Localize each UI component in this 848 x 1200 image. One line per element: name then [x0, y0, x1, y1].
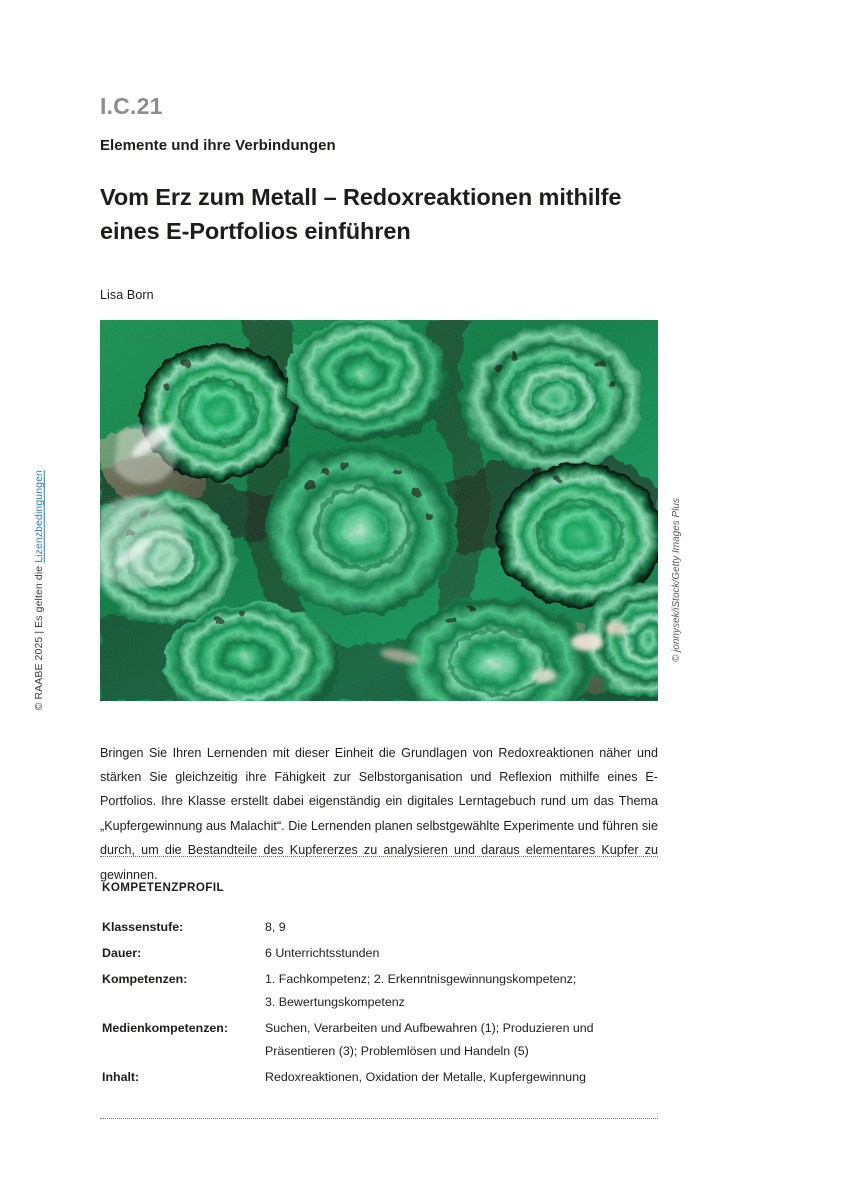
- page-title: Vom Erz zum Metall – Redoxreaktionen mithilfe eines E-Portfolios einführen: [100, 184, 622, 244]
- license-link[interactable]: Lizenzbedingungen: [32, 470, 45, 563]
- profile-row: [100, 942, 658, 968]
- profile-row-label: Kompetenzen:: [102, 971, 188, 986]
- intro-paragraph: Bringen Sie Ihren Lernenden mit dieser Einheit die Grundlagen von Redoxreaktionen näher und stärken Sie gleichzeitig ihre Fähigkeit zur Selbstorganisation und Reflexion mithilfe eines E-Portfolios. Ihre Klasse erstellt dabei eigenständig ein digitales Lerntagebuch rund um das Thema „Kupfergewinnung aus Malachit“. Die Lernenden planen selbstgewählte Experimente und führen sie durch, um die Bestandteile des Kupfererzes zu analysieren und daraus elementares Kupfer zu gewinnen.: [100, 745, 658, 882]
- malachite-illustration: [100, 320, 658, 701]
- profile-row-value-line: 6 Unterrichtsstunden: [265, 945, 380, 960]
- copyright-rail: [28, 470, 50, 730]
- profile-row-value-line: 3. Bewertungskompetenz: [265, 994, 405, 1009]
- profile-table: [100, 916, 658, 1092]
- copyright-text: [34, 470, 45, 710]
- divider-top: [100, 856, 658, 857]
- profile-row-label: Klassenstufe:: [102, 920, 184, 934]
- image-credit-text: © jonnysek/iStock/Getty Images Plus: [671, 498, 682, 663]
- copyright-prefix: © RAABE 2025 | Es gelten die: [32, 562, 45, 711]
- profile-row-value: [265, 916, 658, 942]
- profile-row-value-line: Präsentieren (3); Problemlösen und Handeln (5): [265, 1043, 529, 1058]
- profile-row-value-line: 8, 9: [265, 920, 286, 934]
- divider-bottom: [100, 1118, 658, 1119]
- profile-row-value-line: Suchen, Verarbeiten und Aufbewahren (1); Produzieren und: [265, 1020, 594, 1035]
- profile-row-value: [265, 968, 658, 1017]
- profile-row: [100, 968, 658, 1017]
- series-title: Elemente und ihre Verbindungen: [100, 137, 336, 155]
- profile-row: [100, 1066, 658, 1092]
- profile-row-label: Medienkompetenzen:: [102, 1020, 228, 1035]
- profile-table-body: [100, 916, 658, 1092]
- profile-row-value: [265, 942, 658, 968]
- image-credit: [668, 498, 686, 708]
- hero-image: [100, 320, 658, 701]
- profile-row-value-line: Redoxreaktionen, Oxidation der Metalle, Kupfergewinnung: [265, 1069, 586, 1084]
- document-code: I.C.21: [100, 93, 163, 119]
- competence-profile: [100, 856, 658, 1119]
- profile-row-value: [265, 1017, 658, 1066]
- profile-row-value-line: 1. Fachkompetenz; 2. Erkenntnisgewinnungskompetenz;: [265, 971, 577, 986]
- profile-row-label: Inhalt:: [102, 1069, 140, 1084]
- profile-row: [100, 916, 658, 942]
- profile-heading: KOMPETENZPROFIL: [102, 881, 225, 894]
- profile-row-label: Dauer:: [102, 945, 142, 960]
- author-name: Lisa Born: [100, 288, 154, 302]
- profile-row: [100, 1017, 658, 1066]
- profile-row-value: [265, 1066, 658, 1092]
- document-header: [100, 94, 660, 248]
